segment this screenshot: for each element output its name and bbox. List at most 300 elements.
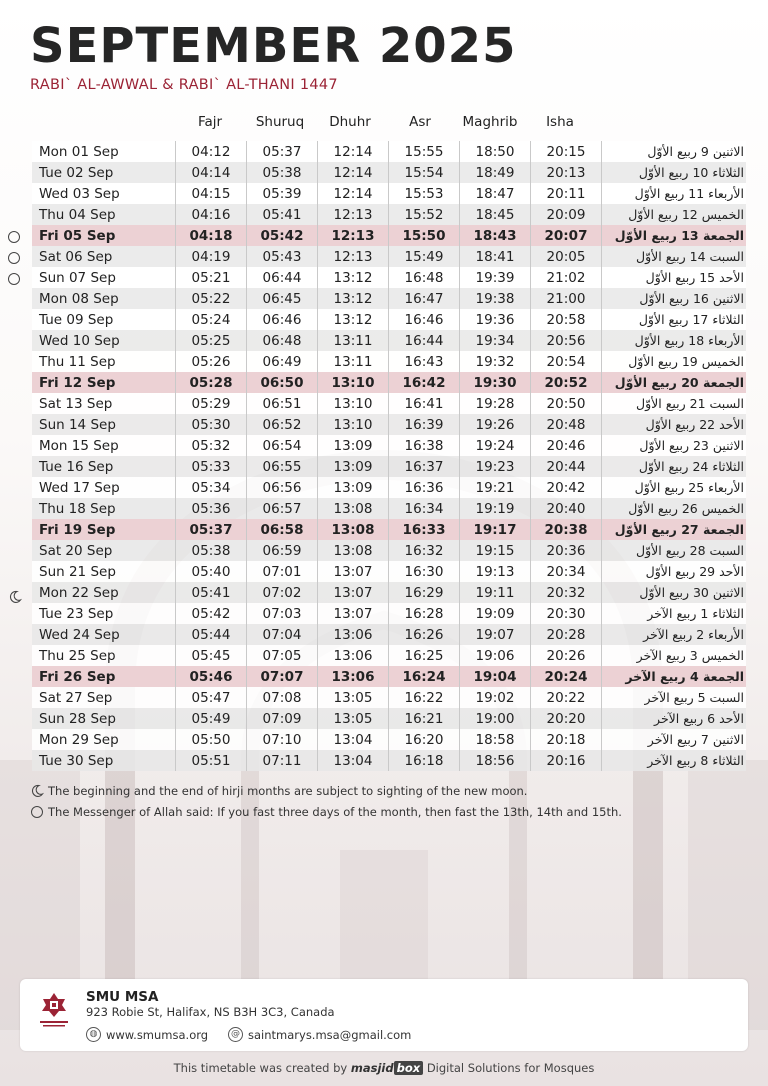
prayer-time-isha: 20:15 xyxy=(531,141,602,162)
prayer-time-dhuhr: 13:07 xyxy=(318,582,389,603)
table-row xyxy=(32,477,746,498)
prayer-time-dhuhr: 13:07 xyxy=(318,603,389,624)
hijri-date: السبت 28 ربيع الأوّل xyxy=(602,540,747,561)
hijri-date: الاثنين 7 ربيع الآخر xyxy=(602,729,747,750)
prayer-time-fajr: 04:12 xyxy=(176,141,247,162)
table-row xyxy=(32,246,746,267)
prayer-time-shuruq: 06:45 xyxy=(247,288,318,309)
gregorian-date: Thu 18 Sep xyxy=(32,498,176,519)
hijri-date: السبت 5 ربيع الآخر xyxy=(602,687,747,708)
prayer-time-asr: 16:46 xyxy=(389,309,460,330)
prayer-time-fajr: 05:38 xyxy=(176,540,247,561)
prayer-time-fajr: 05:40 xyxy=(176,561,247,582)
prayer-time-isha: 20:26 xyxy=(531,645,602,666)
table-row xyxy=(32,372,746,393)
gregorian-date: Wed 24 Sep xyxy=(32,624,176,645)
hijri-date: الأحد 6 ربيع الآخر xyxy=(602,708,747,729)
table-row xyxy=(32,456,746,477)
prayer-time-isha: 20:11 xyxy=(531,183,602,204)
prayer-time-shuruq: 06:58 xyxy=(247,519,318,540)
prayer-time-maghrib: 18:58 xyxy=(460,729,531,750)
prayer-time-fajr: 05:25 xyxy=(176,330,247,351)
gregorian-date: Tue 16 Sep xyxy=(32,456,176,477)
table-row xyxy=(32,183,746,204)
moon-note-text: The beginning and the end of hirji months are subject to sighting of the new moon. xyxy=(48,783,528,798)
hijri-date: الجمعة 4 ربيع الآخر xyxy=(602,666,747,687)
table-row xyxy=(32,561,746,582)
prayer-time-asr: 16:36 xyxy=(389,477,460,498)
table-row xyxy=(32,204,746,225)
prayer-time-maghrib: 19:17 xyxy=(460,519,531,540)
gregorian-date: Sat 13 Sep xyxy=(32,393,176,414)
prayer-time-fajr: 05:49 xyxy=(176,708,247,729)
gregorian-date: Sun 07 Sep xyxy=(32,267,176,288)
page-title: SEPTEMBER 2025 xyxy=(30,18,517,74)
prayer-time-isha: 20:16 xyxy=(531,750,602,771)
table-row xyxy=(32,582,746,603)
hijri-date: الأحد 29 ربيع الأوّل xyxy=(602,561,747,582)
prayer-time-fajr: 04:18 xyxy=(176,225,247,246)
prayer-time-shuruq: 07:03 xyxy=(247,603,318,624)
prayer-time-maghrib: 19:06 xyxy=(460,645,531,666)
prayer-time-isha: 20:48 xyxy=(531,414,602,435)
brand-b: box xyxy=(394,1061,424,1075)
prayer-time-fajr: 05:41 xyxy=(176,582,247,603)
gregorian-date: Mon 22 Sep xyxy=(32,582,176,603)
prayer-time-dhuhr: 12:14 xyxy=(318,162,389,183)
prayer-time-asr: 16:25 xyxy=(389,645,460,666)
prayer-time-isha: 20:24 xyxy=(531,666,602,687)
table-row xyxy=(32,267,746,288)
prayer-time-asr: 16:28 xyxy=(389,603,460,624)
prayer-time-fajr: 04:15 xyxy=(176,183,247,204)
table-row xyxy=(32,435,746,456)
prayer-time-asr: 16:26 xyxy=(389,624,460,645)
gregorian-date: Fri 19 Sep xyxy=(32,519,176,540)
gregorian-date: Wed 03 Sep xyxy=(32,183,176,204)
prayer-time-isha: 21:02 xyxy=(531,267,602,288)
prayer-time-asr: 16:18 xyxy=(389,750,460,771)
prayer-time-isha: 20:09 xyxy=(531,204,602,225)
hijri-date: الخميس 26 ربيع الأوّل xyxy=(602,498,747,519)
circle-icon xyxy=(8,273,20,285)
prayer-time-isha: 20:38 xyxy=(531,519,602,540)
prayer-time-asr: 16:20 xyxy=(389,729,460,750)
table-row xyxy=(32,624,746,645)
prayer-time-isha: 20:42 xyxy=(531,477,602,498)
prayer-time-isha: 20:07 xyxy=(531,225,602,246)
prayer-time-isha: 20:20 xyxy=(531,708,602,729)
gregorian-date: Mon 01 Sep xyxy=(32,141,176,162)
gregorian-date: Thu 11 Sep xyxy=(32,351,176,372)
prayer-time-shuruq: 06:50 xyxy=(247,372,318,393)
prayer-time-asr: 16:32 xyxy=(389,540,460,561)
prayer-time-dhuhr: 13:10 xyxy=(318,414,389,435)
hijri-date: السبت 14 ربيع الأوّل xyxy=(602,246,747,267)
prayer-time-fajr: 05:30 xyxy=(176,414,247,435)
table-row xyxy=(32,330,746,351)
gregorian-date: Fri 26 Sep xyxy=(32,666,176,687)
prayer-time-shuruq: 07:01 xyxy=(247,561,318,582)
prayer-time-dhuhr: 12:13 xyxy=(318,246,389,267)
prayer-time-shuruq: 06:59 xyxy=(247,540,318,561)
prayer-time-fajr: 04:19 xyxy=(176,246,247,267)
prayer-time-isha: 20:34 xyxy=(531,561,602,582)
website-link[interactable] xyxy=(86,1027,208,1042)
table-row xyxy=(32,288,746,309)
prayer-time-asr: 15:52 xyxy=(389,204,460,225)
prayer-time-maghrib: 18:41 xyxy=(460,246,531,267)
prayer-time-dhuhr: 13:06 xyxy=(318,666,389,687)
prayer-time-shuruq: 07:10 xyxy=(247,729,318,750)
prayer-time-isha: 20:58 xyxy=(531,309,602,330)
at-sign-icon: @ xyxy=(228,1027,243,1042)
gregorian-date: Tue 09 Sep xyxy=(32,309,176,330)
prayer-time-asr: 15:49 xyxy=(389,246,460,267)
prayer-time-maghrib: 19:32 xyxy=(460,351,531,372)
prayer-time-shuruq: 07:07 xyxy=(247,666,318,687)
header-asr: Asr xyxy=(409,114,431,130)
prayer-time-maghrib: 19:04 xyxy=(460,666,531,687)
table-row xyxy=(32,351,746,372)
circle-icon xyxy=(8,252,20,264)
prayer-time-shuruq: 07:02 xyxy=(247,582,318,603)
prayer-time-maghrib: 19:36 xyxy=(460,309,531,330)
prayer-time-shuruq: 06:44 xyxy=(247,267,318,288)
gregorian-date: Mon 08 Sep xyxy=(32,288,176,309)
prayer-time-maghrib: 18:50 xyxy=(460,141,531,162)
hijri-date: الاثنين 30 ربيع الأوّل xyxy=(602,582,747,603)
organization-card xyxy=(20,979,748,1051)
prayer-time-asr: 16:41 xyxy=(389,393,460,414)
prayer-time-dhuhr: 12:14 xyxy=(318,183,389,204)
smu-logo-icon xyxy=(38,991,70,1031)
column-headers xyxy=(0,114,768,134)
prayer-time-isha: 20:18 xyxy=(531,729,602,750)
gregorian-date: Mon 15 Sep xyxy=(32,435,176,456)
table-row xyxy=(32,603,746,624)
gregorian-date: Tue 30 Sep xyxy=(32,750,176,771)
prayer-time-shuruq: 07:09 xyxy=(247,708,318,729)
hijri-date: السبت 21 ربيع الأوّل xyxy=(602,393,747,414)
crescent-moon-icon xyxy=(8,590,22,604)
gregorian-date: Tue 23 Sep xyxy=(32,603,176,624)
prayer-time-shuruq: 05:43 xyxy=(247,246,318,267)
prayer-time-dhuhr: 13:11 xyxy=(318,330,389,351)
prayer-time-fajr: 05:51 xyxy=(176,750,247,771)
moon-note xyxy=(30,780,622,801)
org-name: SMU MSA xyxy=(86,989,159,1005)
prayer-time-asr: 16:42 xyxy=(389,372,460,393)
prayer-time-fajr: 05:37 xyxy=(176,519,247,540)
table-row xyxy=(32,498,746,519)
prayer-time-isha: 20:56 xyxy=(531,330,602,351)
header-dhuhr: Dhuhr xyxy=(329,114,371,130)
prayer-time-asr: 15:53 xyxy=(389,183,460,204)
table-row xyxy=(32,162,746,183)
prayer-time-isha: 20:05 xyxy=(531,246,602,267)
prayer-time-isha: 20:44 xyxy=(531,456,602,477)
fast-note-text: The Messenger of Allah said: If you fast three days of the month, then fast the 13th, 14th and 15th. xyxy=(48,804,622,819)
prayer-time-shuruq: 05:38 xyxy=(247,162,318,183)
gregorian-date: Tue 02 Sep xyxy=(32,162,176,183)
website-text: www.smumsa.org xyxy=(106,1027,209,1042)
hijri-date: الاثنين 9 ربيع الأوّل xyxy=(602,141,747,162)
prayer-time-fajr: 04:16 xyxy=(176,204,247,225)
prayer-time-fajr: 05:28 xyxy=(176,372,247,393)
prayer-time-maghrib: 19:19 xyxy=(460,498,531,519)
prayer-time-shuruq: 06:46 xyxy=(247,309,318,330)
hijri-date: الأربعاء 25 ربيع الأوّل xyxy=(602,477,747,498)
fast-note xyxy=(30,801,622,822)
hijri-month-subtitle: RABI` AL-AWWAL & RABI` AL-THANI 1447 xyxy=(30,77,338,93)
prayer-time-shuruq: 07:04 xyxy=(247,624,318,645)
table-row xyxy=(32,393,746,414)
header-isha: Isha xyxy=(546,114,574,130)
prayer-time-fajr: 05:34 xyxy=(176,477,247,498)
prayer-time-asr: 16:47 xyxy=(389,288,460,309)
prayer-time-maghrib: 19:39 xyxy=(460,267,531,288)
prayer-time-fajr: 05:44 xyxy=(176,624,247,645)
prayer-time-shuruq: 06:55 xyxy=(247,456,318,477)
org-address: 923 Robie St, Halifax, NS B3H 3C3, Canada xyxy=(86,1005,335,1019)
prayer-time-asr: 16:39 xyxy=(389,414,460,435)
prayer-time-isha: 20:13 xyxy=(531,162,602,183)
hijri-date: الجمعة 13 ربيع الأوّل xyxy=(602,225,747,246)
prayer-time-dhuhr: 12:13 xyxy=(318,225,389,246)
hijri-date: الجمعة 20 ربيع الأوّل xyxy=(602,372,747,393)
table-row xyxy=(32,708,746,729)
prayer-time-dhuhr: 13:09 xyxy=(318,435,389,456)
gregorian-date: Sun 21 Sep xyxy=(32,561,176,582)
prayer-time-shuruq: 05:39 xyxy=(247,183,318,204)
prayer-time-fajr: 05:45 xyxy=(176,645,247,666)
prayer-time-asr: 16:30 xyxy=(389,561,460,582)
email-link[interactable] xyxy=(228,1027,411,1042)
prayer-time-asr: 16:43 xyxy=(389,351,460,372)
prayer-time-shuruq: 07:05 xyxy=(247,645,318,666)
prayer-time-shuruq: 07:08 xyxy=(247,687,318,708)
prayer-time-dhuhr: 13:04 xyxy=(318,729,389,750)
hijri-date: الاثنين 23 ربيع الأوّل xyxy=(602,435,747,456)
prayer-time-dhuhr: 13:06 xyxy=(318,624,389,645)
prayer-time-asr: 16:22 xyxy=(389,687,460,708)
gregorian-date: Thu 25 Sep xyxy=(32,645,176,666)
credit-suffix: Digital Solutions for Mosques xyxy=(426,1061,595,1075)
prayer-time-maghrib: 19:07 xyxy=(460,624,531,645)
prayer-time-fajr: 05:33 xyxy=(176,456,247,477)
prayer-time-dhuhr: 13:08 xyxy=(318,540,389,561)
prayer-time-asr: 16:33 xyxy=(389,519,460,540)
prayer-time-isha: 20:46 xyxy=(531,435,602,456)
prayer-time-asr: 16:24 xyxy=(389,666,460,687)
table-row xyxy=(32,519,746,540)
hijri-date: الأربعاء 2 ربيع الآخر xyxy=(602,624,747,645)
prayer-time-isha: 20:54 xyxy=(531,351,602,372)
hijri-date: الخميس 3 ربيع الآخر xyxy=(602,645,747,666)
prayer-time-dhuhr: 12:13 xyxy=(318,204,389,225)
prayer-time-dhuhr: 13:05 xyxy=(318,708,389,729)
email-text: saintmarys.msa@gmail.com xyxy=(248,1027,412,1042)
prayer-time-isha: 21:00 xyxy=(531,288,602,309)
prayer-time-isha: 20:50 xyxy=(531,393,602,414)
hijri-date: الأربعاء 11 ربيع الأوّل xyxy=(602,183,747,204)
table-row xyxy=(32,141,746,162)
prayer-time-dhuhr: 13:08 xyxy=(318,519,389,540)
prayer-time-maghrib: 19:38 xyxy=(460,288,531,309)
prayer-time-asr: 16:34 xyxy=(389,498,460,519)
header-fajr: Fajr xyxy=(197,114,223,130)
prayer-time-maghrib: 19:21 xyxy=(460,477,531,498)
prayer-time-fajr: 05:42 xyxy=(176,603,247,624)
credit-footer xyxy=(0,1061,768,1075)
hijri-date: الخميس 19 ربيع الأوّل xyxy=(602,351,747,372)
prayer-time-fajr: 04:14 xyxy=(176,162,247,183)
prayer-time-maghrib: 18:43 xyxy=(460,225,531,246)
gregorian-date: Fri 05 Sep xyxy=(32,225,176,246)
table-row xyxy=(32,729,746,750)
gregorian-date: Sat 06 Sep xyxy=(32,246,176,267)
prayer-time-shuruq: 05:37 xyxy=(247,141,318,162)
prayer-time-isha: 20:36 xyxy=(531,540,602,561)
prayer-time-shuruq: 06:52 xyxy=(247,414,318,435)
prayer-time-dhuhr: 13:07 xyxy=(318,561,389,582)
hijri-date: الخميس 12 ربيع الأوّل xyxy=(602,204,747,225)
prayer-time-isha: 20:28 xyxy=(531,624,602,645)
header-shuruq: Shuruq xyxy=(255,114,305,130)
hijri-date: الثلاثاء 10 ربيع الأوّل xyxy=(602,162,747,183)
prayer-time-fajr: 05:46 xyxy=(176,666,247,687)
prayer-time-maghrib: 19:23 xyxy=(460,456,531,477)
prayer-time-dhuhr: 13:10 xyxy=(318,393,389,414)
prayer-time-asr: 15:55 xyxy=(389,141,460,162)
prayer-time-dhuhr: 13:05 xyxy=(318,687,389,708)
prayer-time-dhuhr: 13:10 xyxy=(318,372,389,393)
gregorian-date: Mon 29 Sep xyxy=(32,729,176,750)
prayer-time-fajr: 05:29 xyxy=(176,393,247,414)
prayer-time-shuruq: 06:56 xyxy=(247,477,318,498)
crescent-moon-icon xyxy=(30,784,44,798)
table-row xyxy=(32,687,746,708)
prayer-time-fajr: 05:32 xyxy=(176,435,247,456)
prayer-time-isha: 20:52 xyxy=(531,372,602,393)
gregorian-date: Wed 10 Sep xyxy=(32,330,176,351)
prayer-time-dhuhr: 13:11 xyxy=(318,351,389,372)
prayer-time-maghrib: 19:02 xyxy=(460,687,531,708)
header-maghrib: Maghrib xyxy=(462,114,518,130)
prayer-time-maghrib: 19:00 xyxy=(460,708,531,729)
prayer-time-maghrib: 18:45 xyxy=(460,204,531,225)
gregorian-date: Sun 28 Sep xyxy=(32,708,176,729)
gregorian-date: Thu 04 Sep xyxy=(32,204,176,225)
prayer-timetable xyxy=(32,141,746,771)
prayer-time-dhuhr: 13:12 xyxy=(318,267,389,288)
prayer-time-fajr: 05:21 xyxy=(176,267,247,288)
hijri-date: الثلاثاء 17 ربيع الأوّل xyxy=(602,309,747,330)
circle-icon xyxy=(31,806,43,818)
masjidbox-logo[interactable] xyxy=(351,1061,423,1075)
hijri-date: الثلاثاء 1 ربيع الآخر xyxy=(602,603,747,624)
prayer-time-fajr: 05:26 xyxy=(176,351,247,372)
hijri-date: الأحد 15 ربيع الأوّل xyxy=(602,267,747,288)
prayer-time-shuruq: 06:51 xyxy=(247,393,318,414)
prayer-time-fajr: 05:47 xyxy=(176,687,247,708)
prayer-time-asr: 16:38 xyxy=(389,435,460,456)
prayer-time-dhuhr: 13:04 xyxy=(318,750,389,771)
prayer-time-maghrib: 18:49 xyxy=(460,162,531,183)
prayer-time-asr: 16:21 xyxy=(389,708,460,729)
prayer-time-isha: 20:32 xyxy=(531,582,602,603)
gregorian-date: Sat 20 Sep xyxy=(32,540,176,561)
prayer-time-dhuhr: 13:12 xyxy=(318,288,389,309)
hijri-date: الاثنين 16 ربيع الأوّل xyxy=(602,288,747,309)
hijri-date: الأربعاء 18 ربيع الأوّل xyxy=(602,330,747,351)
table-row xyxy=(32,414,746,435)
prayer-time-shuruq: 05:42 xyxy=(247,225,318,246)
table-row xyxy=(32,309,746,330)
prayer-time-dhuhr: 13:12 xyxy=(318,309,389,330)
prayer-time-fajr: 05:22 xyxy=(176,288,247,309)
hijri-date: الثلاثاء 24 ربيع الأوّل xyxy=(602,456,747,477)
prayer-time-asr: 16:29 xyxy=(389,582,460,603)
prayer-time-maghrib: 19:13 xyxy=(460,561,531,582)
prayer-time-maghrib: 19:09 xyxy=(460,603,531,624)
prayer-time-asr: 16:37 xyxy=(389,456,460,477)
prayer-time-maghrib: 18:47 xyxy=(460,183,531,204)
circle-icon xyxy=(8,231,20,243)
hijri-date: الجمعة 27 ربيع الأوّل xyxy=(602,519,747,540)
gregorian-date: Wed 17 Sep xyxy=(32,477,176,498)
prayer-time-shuruq: 06:49 xyxy=(247,351,318,372)
prayer-time-maghrib: 19:28 xyxy=(460,393,531,414)
footnotes xyxy=(30,780,622,822)
prayer-time-isha: 20:22 xyxy=(531,687,602,708)
prayer-time-asr: 15:50 xyxy=(389,225,460,246)
prayer-time-dhuhr: 13:08 xyxy=(318,498,389,519)
table-row xyxy=(32,666,746,687)
table-row xyxy=(32,225,746,246)
table-row xyxy=(32,645,746,666)
hijri-date: الأحد 22 ربيع الأوّل xyxy=(602,414,747,435)
prayer-time-dhuhr: 13:09 xyxy=(318,456,389,477)
gregorian-date: Fri 12 Sep xyxy=(32,372,176,393)
prayer-time-dhuhr: 13:06 xyxy=(318,645,389,666)
prayer-time-shuruq: 06:48 xyxy=(247,330,318,351)
gregorian-date: Sat 27 Sep xyxy=(32,687,176,708)
prayer-time-maghrib: 19:26 xyxy=(460,414,531,435)
prayer-time-asr: 16:44 xyxy=(389,330,460,351)
prayer-time-shuruq: 06:54 xyxy=(247,435,318,456)
prayer-time-shuruq: 05:41 xyxy=(247,204,318,225)
globe-icon: ◍ xyxy=(86,1027,101,1042)
prayer-time-shuruq: 07:11 xyxy=(247,750,318,771)
prayer-time-dhuhr: 13:09 xyxy=(318,477,389,498)
table-row xyxy=(32,750,746,771)
prayer-time-fajr: 05:24 xyxy=(176,309,247,330)
prayer-time-maghrib: 18:56 xyxy=(460,750,531,771)
brand-a: masjid xyxy=(350,1061,394,1075)
prayer-time-dhuhr: 12:14 xyxy=(318,141,389,162)
prayer-time-fajr: 05:50 xyxy=(176,729,247,750)
gregorian-date: Sun 14 Sep xyxy=(32,414,176,435)
prayer-time-maghrib: 19:11 xyxy=(460,582,531,603)
prayer-time-isha: 20:40 xyxy=(531,498,602,519)
prayer-time-maghrib: 19:30 xyxy=(460,372,531,393)
prayer-time-fajr: 05:36 xyxy=(176,498,247,519)
table-row xyxy=(32,540,746,561)
prayer-time-isha: 20:30 xyxy=(531,603,602,624)
hijri-date: الثلاثاء 8 ربيع الآخر xyxy=(602,750,747,771)
